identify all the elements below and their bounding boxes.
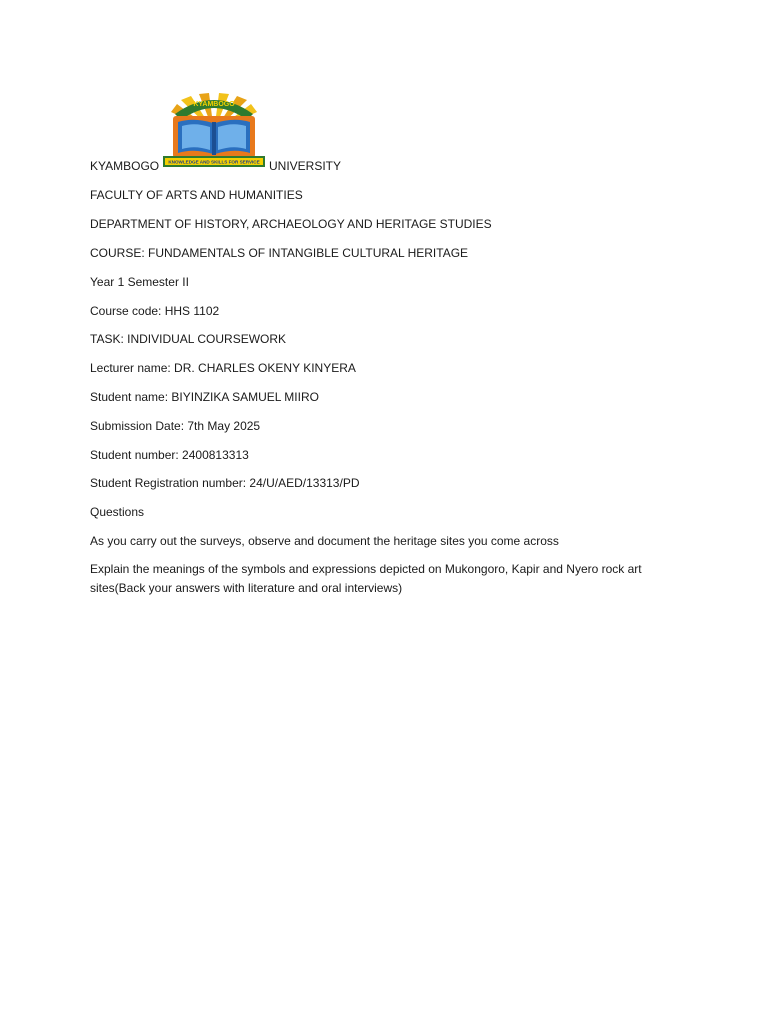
year-semester-line: Year 1 Semester II (90, 275, 189, 289)
question-2: Explain the meanings of the symbols and expressions depicted on Mukongoro, Kapir and Nyero rock art sites(Back your answers with literature and oral interviews) (90, 562, 642, 595)
submission-date-line: Submission Date: 7th May 2025 (90, 419, 261, 433)
department-line: DEPARTMENT OF HISTORY, ARCHAEOLOGY AND HERITAGE STUDIES (90, 217, 492, 231)
header-line (90, 92, 690, 174)
student-name-line: Student name: BIYINZIKA SAMUEL MIIRO (90, 390, 319, 404)
logo-arc-text: KYAMBOGO (193, 101, 235, 108)
university-logo (161, 92, 267, 170)
task-line: TASK: INDIVIDUAL COURSEWORK (90, 332, 287, 346)
university-name-left: KYAMBOGO (90, 159, 160, 173)
logo-ribbon-text: KNOWLEDGE AND SKILLS FOR SERVICE (168, 159, 260, 165)
course-line: COURSE: FUNDAMENTALS OF INTANGIBLE CULTURAL HERITAGE (90, 246, 469, 260)
student-number-line: Student number: 2400813313 (90, 448, 249, 462)
university-name-right: UNIVERSITY (269, 159, 342, 173)
lecturer-line: Lecturer name: DR. CHARLES OKENY KINYERA (90, 361, 356, 375)
questions-heading: Questions (90, 505, 145, 519)
book-icon (178, 120, 250, 155)
question-1: As you carry out the surveys, observe and document the heritage sites you come across (90, 534, 559, 548)
course-code-line: Course code: HHS 1102 (90, 304, 220, 318)
faculty-line: FACULTY OF ARTS AND HUMANITIES (90, 188, 303, 202)
registration-number-line: Student Registration number: 24/U/AED/13313/PD (90, 476, 360, 490)
